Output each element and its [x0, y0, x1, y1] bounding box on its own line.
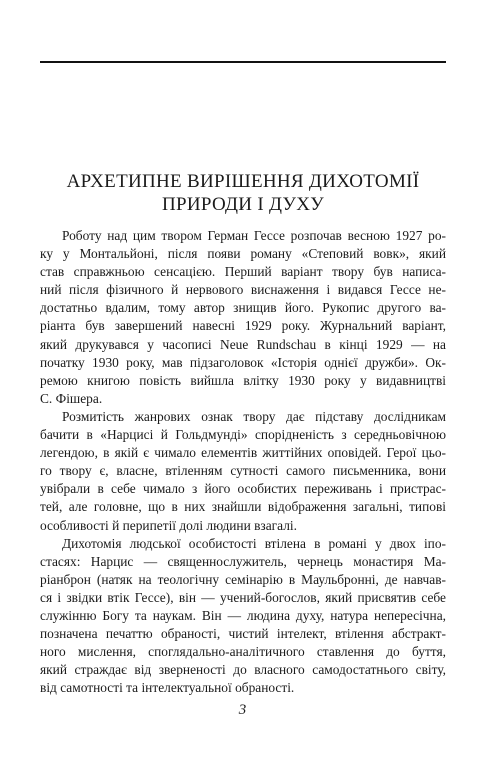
text-line: ний після фізичного й нервового виснаження і видався Гессе не- — [40, 282, 446, 298]
text-line: ку у Монтальйоні, після появи роману «Степовий вовк», який — [40, 246, 446, 262]
text-line: увібрали в себе чимало з його особистих переживань і пристрас- — [40, 481, 446, 497]
text-line: ріанброн (натяк на теологічну семінарію в Маульбронні, де навчав- — [40, 571, 446, 587]
text-line: тей, але головне, що в них знайшли відображення загальні, типові — [40, 499, 446, 515]
text-line: служінню Богу та наукам. Він — людина духу, натура непересічна, — [40, 607, 446, 623]
top-rule — [40, 61, 446, 63]
chapter-heading-line-2: ПРИРОДИ І ДУХУ — [161, 194, 325, 215]
text-line: від самотності та інтелектуальної обраності. — [40, 680, 295, 696]
text-line: С. Фішера. — [40, 390, 103, 406]
text-line: позначена печаттю обраності, чистий інтелект, втілення абстракт- — [40, 626, 446, 642]
text-line: бачити в «Нарцисі й Гольдмунді» спорідненість з середньовічною — [40, 427, 446, 443]
text-line: ного мислення, споглядально-аналітичного ставлення до буття, — [40, 644, 446, 660]
text-line: ремою книгою повість вийшла влітку 1930 року у видавництві — [40, 372, 446, 388]
text-line: ся і звідки втік Гессе), він — учений-богослов, який присвятив себе — [40, 589, 446, 605]
text-line: який друкувався у часописі Neue Rundschau в кінці 1929 — на — [40, 336, 446, 352]
body-text — [40, 227, 446, 697]
text-line: стасях: Нарцис — священнослужитель, чернець монастиря Ма- — [40, 553, 446, 569]
text-line: Роботу над цим твором Герман Гессе розпочав весною 1927 ро- — [62, 228, 446, 243]
text-line: Дихотомія людської особистості втілена в романі у двох іпо- — [62, 535, 446, 551]
text-line: Розмитість жанрових ознак твору дає підставу дослідникам — [62, 408, 446, 424]
text-line: го твору є, власне, втіленням сутності самого письменника, вони — [40, 463, 446, 479]
text-line: особливості й перипетії долі людини взагалі. — [40, 517, 297, 533]
text-line: достатньо вдалим, тому автор знищив його. Рукопис другого ва- — [40, 300, 446, 316]
chapter-heading-line-1: АРХЕТИПНЕ ВИРІШЕННЯ ДИХОТОМІЇ — [66, 171, 420, 192]
text-line: став справжньою сенсацією. Перший варіант твору був написа- — [40, 264, 446, 280]
text-line: який страждає від зверненості до власного самодостатнього світу, — [40, 662, 446, 678]
page-number: 3 — [238, 702, 247, 718]
text-line: легендою, в якій є чимало елементів життійних оповідей. Герої цьо- — [40, 445, 446, 461]
text-line: початку 1930 року, мав підзаголовок «Історія однієї дружби». Ок- — [40, 354, 446, 370]
text-line: ріанта був завершений навесні 1929 року. Журнальний варіант, — [40, 318, 446, 334]
chapter-heading — [40, 170, 446, 216]
